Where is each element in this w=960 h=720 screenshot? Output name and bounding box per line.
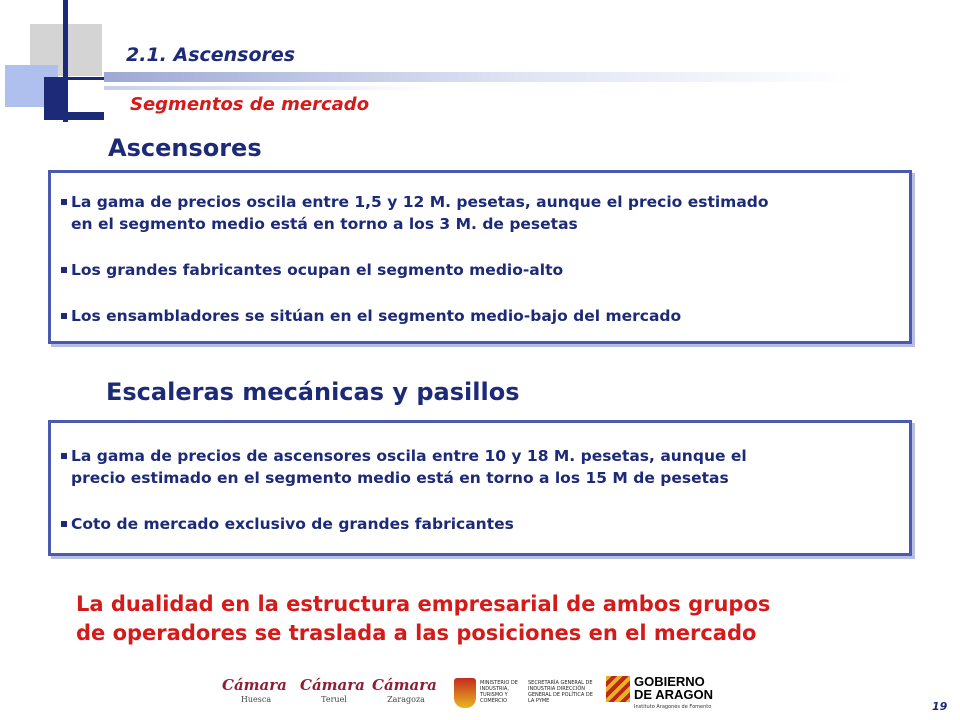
bullet-text: La gama de precios de ascensores oscila entre 10 y 18 M. pesetas, aunque el [71, 447, 747, 465]
block-title-ascensores: Ascensores [108, 134, 262, 162]
camara-logo-city: Huesca [240, 695, 272, 704]
coat-of-arms-icon [454, 678, 476, 708]
section-subtitle: Segmentos de mercado [130, 94, 370, 115]
bullet-square-icon [61, 521, 67, 527]
aragon-logo-text [634, 675, 713, 701]
content-box-ascensores [48, 170, 912, 344]
ministry-department: SECRETARÍA GENERAL DE INDUSTRIA DIRECCIÓN GENERAL DE POLÍTICA DE LA PYME [528, 680, 593, 704]
camara-huesca-logo [222, 676, 290, 704]
bullet-list [63, 445, 899, 535]
header-decoration-cutout [68, 80, 104, 112]
aragon-flag-icon [606, 676, 630, 702]
bullet-text: La gama de precios oscila entre 1,5 y 12 M. pesetas, aunque el precio estimado [71, 193, 769, 211]
bullet-text: Los grandes fabricantes ocupan el segmento medio-alto [71, 261, 564, 279]
bullet-square-icon [61, 313, 67, 319]
conclusion-line-2: de operadores se traslada a las posiciones en el mercado [76, 621, 757, 645]
bullet-square-icon [61, 199, 67, 205]
gobierno-aragon-logo [606, 672, 716, 714]
camara-logo-city: Teruel [321, 695, 347, 704]
block-title-escaleras: Escaleras mecánicas y pasillos [106, 378, 520, 406]
bullet-item [63, 445, 899, 489]
page-number: 19 [932, 700, 948, 713]
aragon-subtitle: Instituto Aragonés de Fomento [634, 704, 712, 710]
camara-logo-name: Cámara [372, 676, 437, 694]
camara-logo-name: Cámara [300, 676, 365, 694]
aragon-line-2: DE ARAGON [634, 687, 713, 702]
bullet-square-icon [61, 453, 67, 459]
bullet-text-continued: en el segmento medio está en torno a los 3 M. de pesetas [71, 215, 578, 233]
conclusion-text [76, 590, 896, 648]
bullet-item [63, 259, 899, 281]
camara-logo-name: Cámara [222, 676, 287, 694]
camara-logo-city: Zaragoza [387, 695, 425, 704]
bullet-text-continued: precio estimado en el segmento medio está en torno a los 15 M de pesetas [71, 469, 729, 487]
section-heading: 2.1. Ascensores [126, 44, 296, 66]
camara-teruel-logo [300, 676, 368, 704]
bullet-item [63, 305, 899, 327]
bullet-text: Los ensambladores se sitúan en el segmento medio-bajo del mercado [71, 307, 682, 325]
ministry-logo [454, 674, 594, 712]
bullet-item [63, 191, 899, 235]
content-box-escaleras [48, 420, 912, 556]
bullet-square-icon [61, 267, 67, 273]
header-gradient-line [104, 72, 856, 82]
bullet-list [63, 191, 899, 327]
aragon-line-1: GOBIERNO [634, 674, 705, 689]
bullet-text: Coto de mercado exclusivo de grandes fabricantes [71, 515, 514, 533]
conclusion-line-1: La dualidad en la estructura empresarial de ambos grupos [76, 592, 771, 616]
header-gradient-line-secondary [104, 86, 434, 90]
ministry-name: MINISTERIO DE INDUSTRIA, TURISMO Y COMERCIO [480, 680, 518, 704]
camara-zaragoza-logo [372, 676, 440, 704]
bullet-item [63, 513, 899, 535]
